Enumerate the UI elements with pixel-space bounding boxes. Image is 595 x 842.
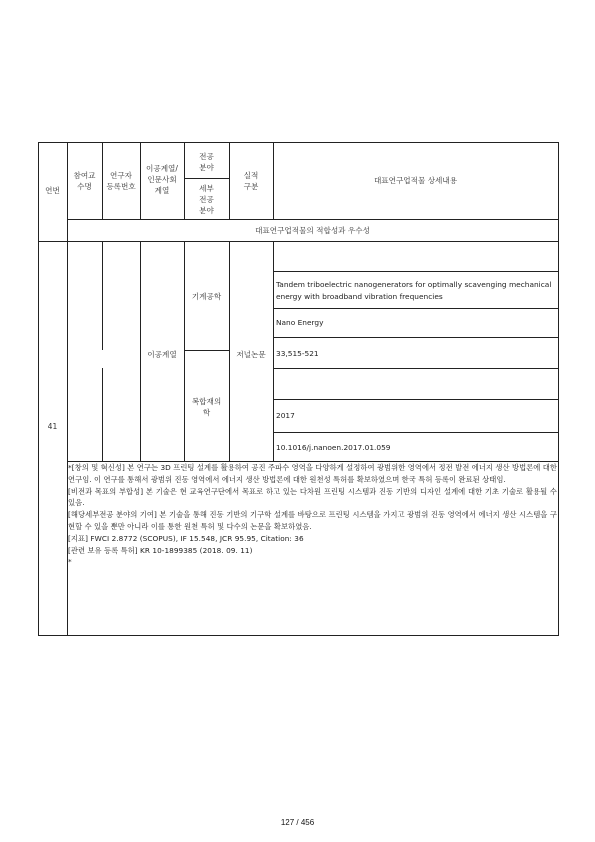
cell-doi: 10.1016/j.nanoen.2017.01.059	[276, 443, 391, 452]
header-sub-major: 세부 전공 분야	[199, 184, 214, 215]
divider	[273, 271, 558, 272]
header-detail: 대표연구업적물 상세내용	[373, 176, 458, 185]
divider	[273, 399, 558, 400]
suitability-description	[68, 462, 557, 568]
divider	[273, 337, 558, 338]
header-year: 연번	[45, 186, 60, 195]
table-border-left	[38, 142, 39, 636]
divider	[273, 368, 558, 369]
divider	[273, 308, 558, 309]
cell-sub-major: 복합재의 학	[191, 397, 222, 417]
redaction-block	[68, 342, 102, 350]
table-border-bottom	[38, 635, 559, 636]
table-border-top	[38, 142, 559, 143]
cell-journal: Nano Energy	[276, 318, 324, 327]
header-output-type: 실적 구분	[243, 171, 259, 191]
cell-year: 2017	[276, 411, 295, 420]
header-field-group: 이공계열/ 인문사회 계열	[146, 164, 178, 195]
divider	[184, 178, 229, 179]
divider	[38, 241, 559, 242]
divider	[67, 219, 558, 220]
cell-title: Tandem triboelectric nanogenerators for optimally scavenging mechanical energy with broadband vibration frequencies	[276, 280, 552, 301]
description-paragraph: [해당세부전공 분야의 기여] 본 기술을 통해 진동 기반의 기구학 설계를 바탕으로 프린팅 시스템을 가지고 광범위 진동 영역에서 에너지 생산 시스템을 구현할 수 있을 뿐만 아니라 이를 통한 원천 특허 및 다수의 논문을 확보하였음.	[68, 510, 557, 531]
cell-field-group: 이공계열	[147, 350, 177, 359]
cell-major-field: 기계공학	[191, 292, 222, 301]
description-paragraph: [비전과 목표의 부합성] 본 기술은 현 교육연구단에서 목표로 하고 있는 다차원 프린팅 시스템과 진동 기반의 디자인 설계에 대한 기초 기술로 활용될 수 있음.	[68, 486, 557, 508]
cell-output-type: 저널논문	[236, 350, 266, 359]
page-number: 127 / 456	[280, 818, 315, 827]
description-paragraph: *	[68, 557, 72, 567]
divider	[273, 241, 274, 461]
description-paragraph: *[창의 및 혁신성] 본 연구는 3D 프린팅 설계를 활용하여 공진 주파수 영역을 다양하게 설정하여 광범위한 영역에서 정전 발전 에너지 생산 방법론에 대한 연구임. 이 연구를 통해서 광범위 진동 영역에서 에너지 생산 방법론에 대한 원천성 특허를 확보하였으며 한국 특허 등록이 완료된 상태임.	[68, 463, 557, 484]
description-paragraph: [관련 보유 등록 특허] KR 10-1899385 (2018. 09. 11)	[68, 545, 253, 555]
header-major-field: 전공 분야	[199, 152, 214, 172]
divider	[184, 241, 185, 461]
description-paragraph: [지표] FWCI 2.8772 (SCOPUS), IF 15.548, JCR 95.95, Citation: 36	[68, 533, 304, 543]
table-border-right	[558, 142, 559, 636]
divider	[273, 432, 558, 433]
header-suitability: 대표연구업적물의 적합성과 우수성	[255, 226, 370, 235]
row-number: 41	[47, 422, 58, 431]
cell-pages: 33,515-521	[276, 349, 319, 358]
redaction-block	[97, 350, 107, 368]
header-participating-prof: 참여교 수명	[73, 171, 96, 191]
redaction-block	[103, 342, 140, 350]
header-researcher-id: 연구자 등록번호	[106, 171, 136, 191]
divider	[184, 350, 229, 351]
